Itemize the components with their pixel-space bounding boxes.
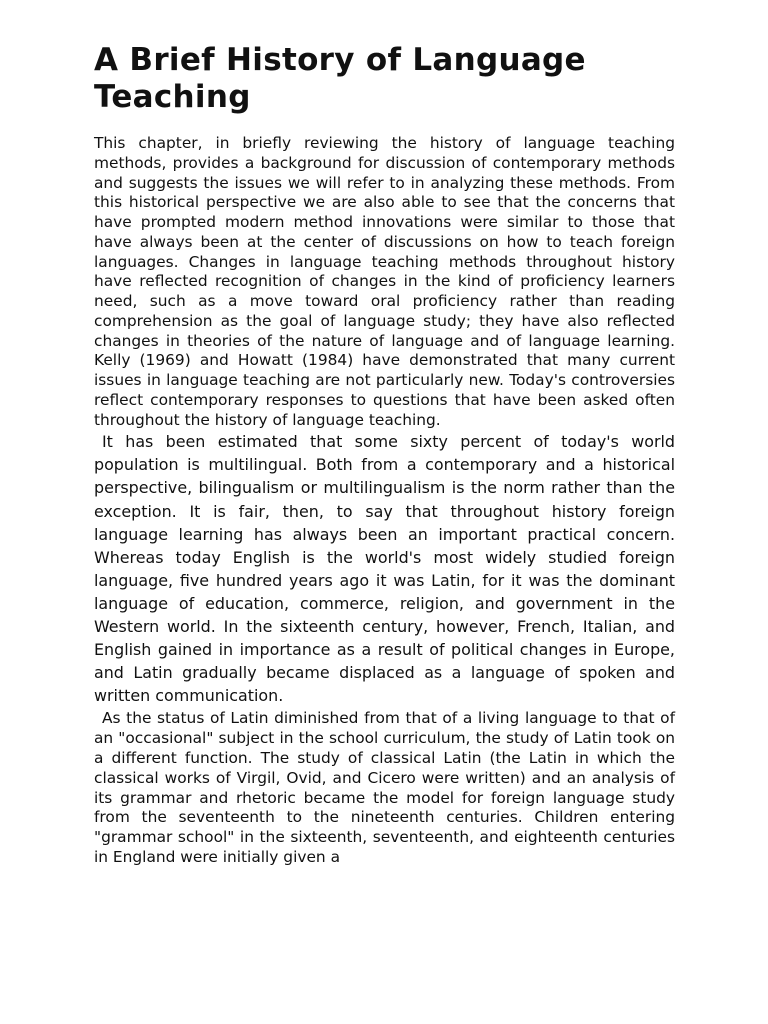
paragraph-3: As the status of Latin diminished from that of a living language to that of an "occasional" subject in the school curriculum, the study of Latin took on a different function. The study of classical Latin (the Latin in which the classical works of Virgil, Ovid, and Cicero were written) and an analysis of its grammar and rhetoric became the model for foreign language study from the seventeenth to the nineteenth centuries. Children entering "grammar school" in the sixteenth, seventeenth, and eighteenth centuries in England were initially given a bbox=[94, 709, 675, 866]
paragraph-1: This chapter, in briefly reviewing the history of language teaching methods, provides a background for discussion of contemporary methods and suggests the issues we will refer to in analyzing these methods. From this historical perspective we are also able to see that the concerns that have prompted modern method innovations were similar to those that have always been at the center of discussions on how to teach foreign languages. Changes in language teaching methods throughout history have reflected recognition of changes in the kind of proficiency learners need, such as a move toward oral proficiency rather than reading comprehension as the goal of language study; they have also reflected changes in theories of the nature of language and of language learning. Kelly (1969) and Howatt (1984) have demonstrated that many current issues in language teaching are not particularly new. Today's controversies reflect contemporary responses to questions that have been asked often throughout the history of language teaching. bbox=[94, 134, 675, 429]
chapter-title: A Brief History of Language Teaching bbox=[94, 42, 586, 115]
document-page bbox=[94, 42, 675, 868]
paragraph-2: It has been estimated that some sixty percent of today's world population is multilingual. Both from a contemporary and a historical perspective, bilingualism or multilingualism is the norm rather than the exception. It is fair, then, to say that throughout history foreign language learning has always been an important practical concern. Whereas today English is the world's most widely studied foreign language, five hundred years ago it was Latin, for it was the dominant language of education, commerce, religion, and government in the Western world. In the sixteenth century, however, French, Italian, and English gained in importance as a result of political changes in Europe, and Latin gradually became displaced as a language of spoken and written communication. bbox=[94, 432, 675, 706]
